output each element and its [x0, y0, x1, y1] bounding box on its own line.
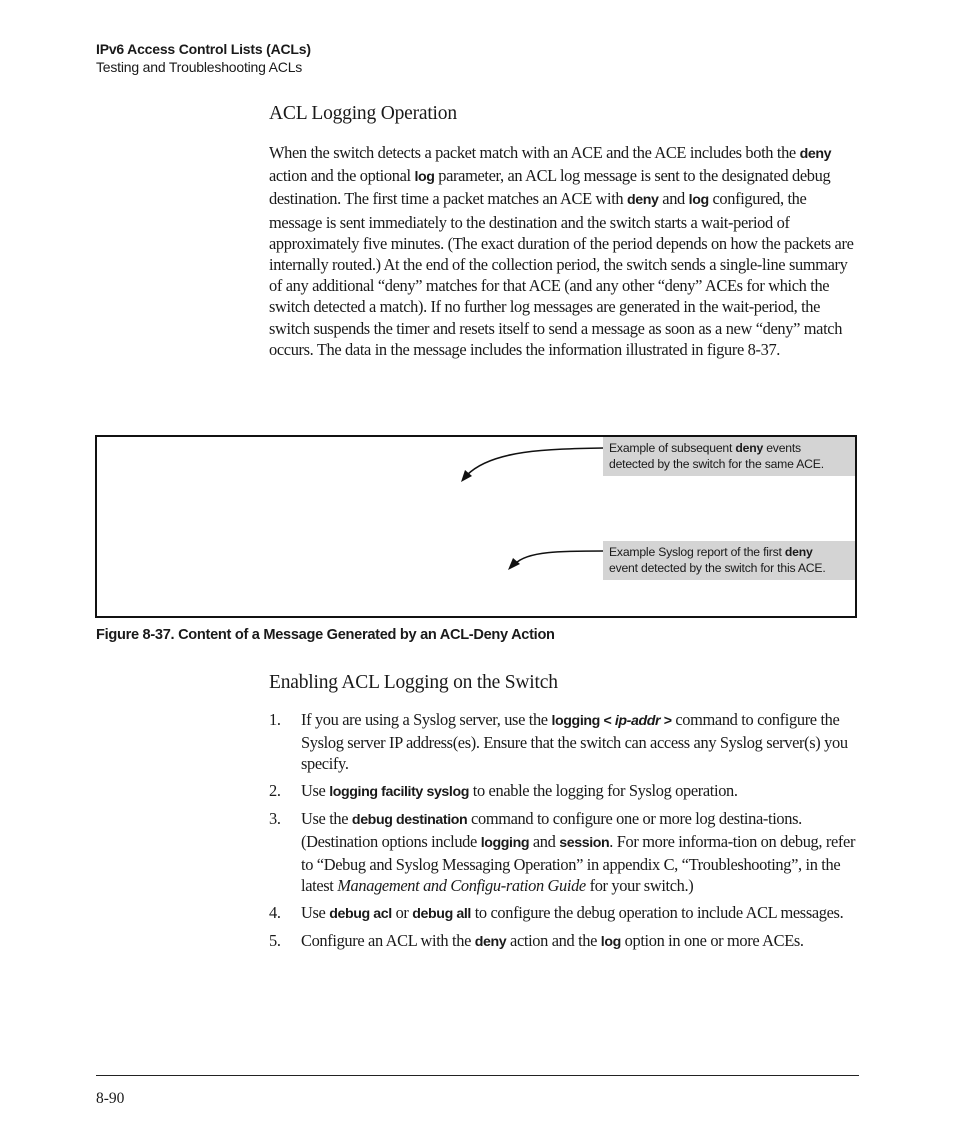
step-item: [269, 930, 861, 953]
text-run: When the switch detects a packet match with an ACE and the ACE includes both the: [269, 143, 800, 162]
callout-first-deny-event: [603, 541, 855, 580]
callout-keyword: deny: [784, 545, 813, 559]
step-item: [269, 808, 861, 897]
text-run: for your switch.): [585, 876, 694, 896]
emphasis-text: Management and Configu-ration Guide: [337, 876, 586, 896]
step-item: [269, 780, 861, 803]
command-keyword: debug destination: [351, 811, 468, 828]
text-run: or: [391, 902, 413, 922]
text-run: If you are using a Syslog server, use the: [301, 710, 552, 729]
arrow-to-subsequent-events: [467, 448, 604, 475]
command-keyword: log: [600, 933, 621, 950]
step-item: [269, 709, 861, 775]
running-header-chapter: IPv6 Access Control Lists (ACLs): [96, 41, 311, 57]
text-run: configured, the message is sent immediately to the destination and the switch starts a wait-period of approximately five minutes. (The exact duration of the period depends on how the packets are internally routed.) At the end of the collection period, the switch sends a single-line summary of any additional “deny” matches for that ACE (and any other “deny” ACEs for which the switch detected a match). If no further log messages are generated in the wait-period, the switch suspends the timer and resets itself to send a message as soon as a new “deny” match occurs. The data in the message includes the information illustrated in figure 8-37.: [269, 189, 854, 359]
step-number: 5.: [269, 930, 281, 950]
callout-subsequent-deny-events: [603, 437, 855, 476]
text-run: action and the: [506, 930, 601, 950]
step-number: 2.: [269, 780, 281, 800]
command-keyword: ip-addr: [614, 713, 661, 729]
command-keyword: debug acl: [329, 905, 392, 922]
text-run: action and the optional: [269, 166, 415, 186]
text-run: to enable the logging for Syslog operation.: [469, 780, 738, 800]
text-run: and: [529, 832, 560, 852]
arrowhead-first-event: [508, 558, 520, 570]
text-run: . For more informa-tion on debug, refer to “Debug and Syslog Messaging Operation” in appendix C, “Troubleshooting”, in the latest: [301, 832, 856, 896]
text-run: option in one or more ACEs.: [620, 930, 804, 950]
text-run: command to configure one or more log destina-tions. (Destination options include: [301, 808, 802, 852]
callout-text: Example Syslog report of the first: [609, 545, 785, 559]
command-keyword: log: [414, 169, 435, 186]
step-number: 4.: [269, 902, 281, 922]
section-title-acl-logging-operation: ACL Logging Operation: [269, 103, 457, 124]
steps-list: [269, 709, 861, 958]
command-keyword: deny: [627, 192, 659, 209]
section-title-enabling-acl-logging: Enabling ACL Logging on the Switch: [269, 672, 558, 693]
step-item: [269, 902, 861, 925]
arrow-to-first-event: [515, 551, 604, 564]
text-run: Use: [301, 780, 330, 800]
command-keyword: debug all: [412, 905, 471, 922]
page-number: 8-90: [96, 1090, 125, 1107]
command-keyword: deny: [799, 146, 832, 162]
body-paragraph: [269, 142, 859, 360]
text-run: Configure an ACL with the: [301, 930, 475, 950]
step-number: 3.: [269, 808, 281, 828]
step-number: 1.: [269, 710, 281, 729]
callout-text: Example of subsequent: [609, 441, 736, 455]
footer-rule: [96, 1075, 859, 1076]
callout-text: detected by the switch for the same ACE.: [609, 457, 824, 471]
text-run: parameter, an ACL log message is sent to the designated debug destination. The first time a packet matches an ACE with: [269, 166, 831, 209]
callout-keyword: deny: [735, 441, 764, 455]
callout-text: event detected by the switch for this ACE.: [609, 561, 826, 575]
text-run: Use the: [301, 808, 352, 828]
text-run: to configure the debug operation to include ACL messages.: [470, 902, 844, 922]
command-keyword: logging facility syslog: [329, 783, 469, 800]
running-header-section: Testing and Troubleshooting ACLs: [96, 59, 303, 75]
text-run: command to configure the Syslog server IP address(es). Ensure that the switch can access any Syslog server(s) you specify.: [301, 710, 848, 774]
command-keyword: logging <: [551, 713, 615, 729]
text-run: Use: [301, 902, 330, 922]
callout-text: events: [763, 441, 801, 455]
text-run: and: [658, 189, 689, 209]
figure-frame: [95, 435, 857, 618]
command-keyword: logging: [480, 835, 530, 852]
command-keyword: session: [559, 835, 610, 852]
figure-caption: Figure 8-37. Content of a Message Generated by an ACL-Deny Action: [96, 627, 555, 643]
command-keyword: deny: [474, 933, 507, 950]
command-keyword: log: [688, 192, 709, 209]
command-keyword: >: [660, 713, 672, 729]
